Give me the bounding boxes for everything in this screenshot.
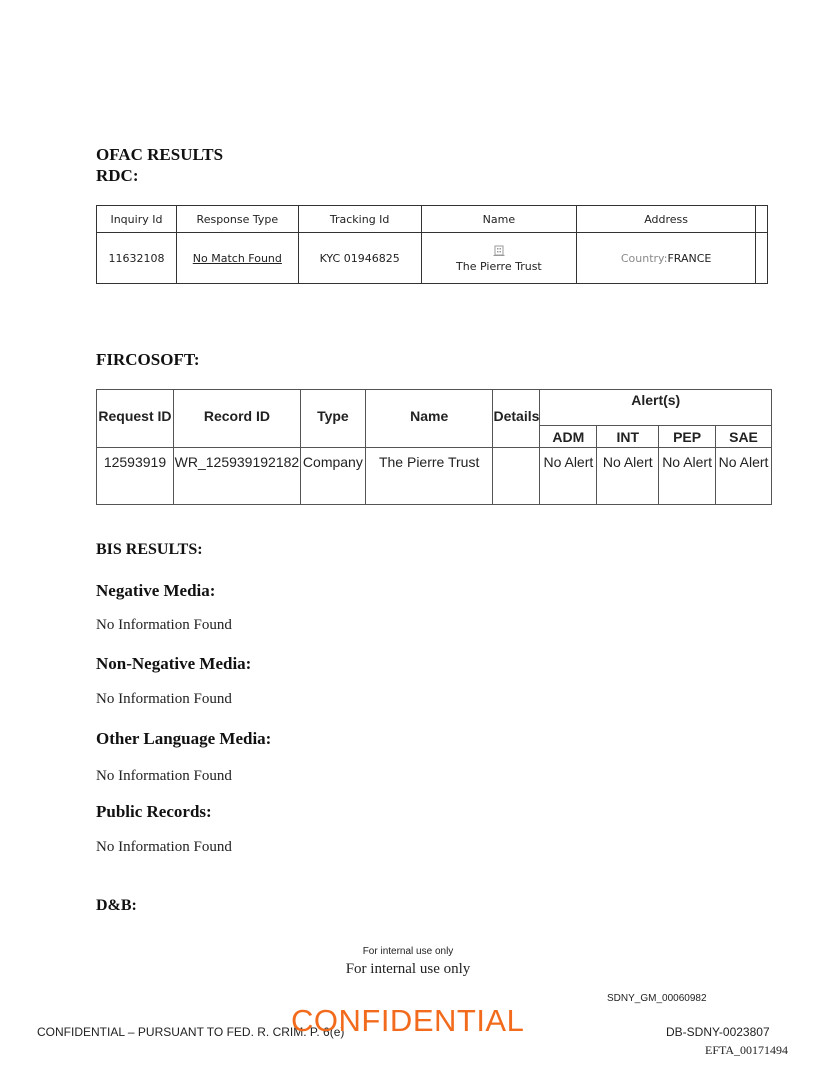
- table-row: [97, 233, 768, 284]
- firco-pep: No Alert: [659, 448, 716, 505]
- rdc-header-tracking-id: Tracking Id: [298, 206, 421, 233]
- efta-id: EFTA_00171494: [705, 1043, 789, 1057]
- dnb-title: D&B:: [96, 897, 137, 914]
- confidential-notice: CONFIDENTIAL – PURSUANT TO FED. R. CRIM. P. 6(e): [37, 1025, 345, 1039]
- firco-header-int: INT: [597, 426, 659, 448]
- firco-int: No Alert: [597, 448, 659, 505]
- other-language-media-heading: Other Language Media:: [96, 729, 272, 748]
- rdc-name-cell: [421, 233, 577, 284]
- table-row: [97, 448, 772, 505]
- firco-record-id: WR_125939192182: [173, 448, 300, 505]
- negative-media-text: No Information Found: [96, 617, 232, 633]
- firco-header-pep: PEP: [659, 426, 716, 448]
- rdc-extra-cell: [756, 233, 768, 284]
- other-language-media-text: No Information Found: [96, 768, 232, 784]
- firco-header-request-id: Request ID: [97, 390, 174, 448]
- rdc-tracking-id: KYC 01946825: [298, 233, 421, 284]
- rdc-header-response-type: Response Type: [176, 206, 298, 233]
- confidential-stamp: CONFIDENTIAL: [291, 1003, 525, 1038]
- ofac-title: OFAC RESULTS: [96, 145, 224, 164]
- rdc-inquiry-id: 11632108: [97, 233, 177, 284]
- firco-header-record-id: Record ID: [173, 390, 300, 448]
- rdc-header-name: Name: [421, 206, 577, 233]
- fircosoft-title: FIRCOSOFT:: [96, 350, 200, 369]
- firco-name: The Pierre Trust: [365, 448, 493, 505]
- rdc-address-value: FRANCE: [667, 251, 712, 265]
- rdc-address-label: Country:: [620, 251, 668, 265]
- firco-request-id: 12593919: [97, 448, 174, 505]
- bis-title: BIS RESULTS:: [96, 541, 203, 558]
- non-negative-media-text: No Information Found: [96, 691, 232, 707]
- firco-header-details: Details: [493, 390, 540, 448]
- rdc-name: The Pierre Trust: [456, 259, 542, 273]
- public-records-heading: Public Records:: [96, 802, 212, 821]
- rdc-response-type-link[interactable]: No Match Found: [192, 251, 282, 265]
- firco-details: [493, 448, 540, 505]
- internal-use-large: For internal use only: [345, 961, 471, 977]
- firco-sae: No Alert: [716, 448, 772, 505]
- firco-header-adm: ADM: [540, 426, 597, 448]
- firco-type: Company: [300, 448, 365, 505]
- rdc-label: RDC:: [96, 166, 139, 185]
- firco-header-type: Type: [300, 390, 365, 448]
- rdc-header-inquiry-id: Inquiry Id: [97, 206, 177, 233]
- internal-use-small: For internal use only: [362, 946, 454, 957]
- negative-media-heading: Negative Media:: [96, 581, 216, 600]
- firco-header-name: Name: [365, 390, 493, 448]
- building-icon: [493, 244, 505, 256]
- rdc-header-extra: [756, 206, 768, 233]
- public-records-text: No Information Found: [96, 839, 232, 855]
- rdc-header-row: [97, 206, 768, 233]
- fircosoft-header-row: [97, 390, 772, 426]
- firco-header-sae: SAE: [716, 426, 772, 448]
- firco-header-alerts: Alert(s): [540, 390, 772, 426]
- bates-db: DB-SDNY-0023807: [666, 1025, 770, 1039]
- rdc-header-address: Address: [577, 206, 756, 233]
- bates-gm: SDNY_GM_00060982: [607, 993, 707, 1004]
- non-negative-media-heading: Non-Negative Media:: [96, 654, 252, 673]
- rdc-results-table: [96, 205, 768, 284]
- rdc-address-cell: [577, 233, 756, 284]
- fircosoft-results-table: [96, 389, 772, 505]
- firco-adm: No Alert: [540, 448, 597, 505]
